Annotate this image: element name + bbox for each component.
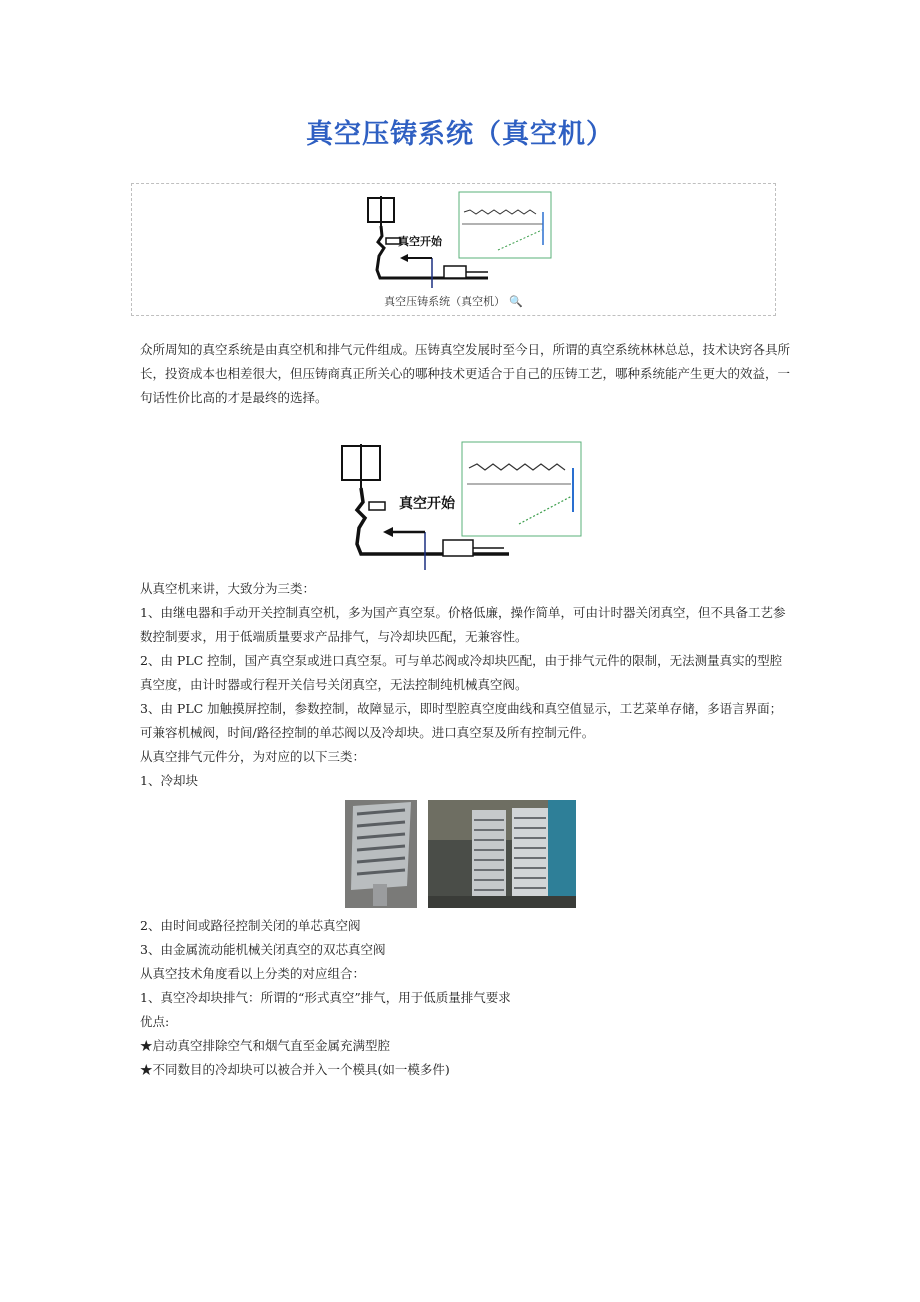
- vacuum-diagram-large: [339, 440, 584, 570]
- list-item: 1、冷却块: [140, 773, 198, 788]
- list-item: 2、由 PLC 控制，国产真空泵或进口真空泵。可与单芯阀或冷却块匹配，由于排气元件的限制，无法测量真实的型腔真空度，由计时器或行程开关信号关闭真空，无法控制纯机械真空阀。: [140, 653, 783, 692]
- list-item: 从真空排气元件分，为对应的以下三类：: [140, 749, 366, 764]
- diagram-label: 真空开始: [398, 235, 442, 248]
- list-item: ★启动真空排除空气和烟气直至金属充满型腔: [140, 1038, 391, 1053]
- figure-caption: [132, 293, 775, 309]
- intro-paragraph: [140, 338, 790, 410]
- list-item: ★不同数目的冷却块可以被合并入一个模具(如一模多件): [140, 1062, 450, 1077]
- chill-block-photo-2: [428, 800, 576, 908]
- diagram-label-large: 真空开始: [399, 496, 455, 512]
- caption-text: 真空压铸系统（真空机）: [384, 295, 506, 308]
- vacuum-diagram-small: [358, 190, 554, 288]
- list-item: 2、由时间或路径控制关闭的单芯真空阀: [140, 918, 361, 933]
- chill-block-photo-1: [345, 800, 417, 908]
- list-item: 3、由金属流动能机械关闭真空的双芯真空阀: [140, 942, 386, 957]
- list-item: 3、由 PLC 加触摸屏控制，参数控制，故障显示，即时型腔真空度曲线和真空值显示，工艺菜单存储，多语言界面；可兼容机械阀，时间/路径控制的单芯阀以及冷却块。进口真空泵及所有控制元件。: [140, 701, 783, 740]
- list-item: 从真空技术角度看以上分类的对应组合：: [140, 966, 366, 981]
- page-title: 真空压铸系统（真空机）: [306, 119, 614, 150]
- list-item: 1、由继电器和手动开关控制真空机，多为国产真空泵。价格低廉，操作简单，可由计时器关闭真空，但不具备工艺参数控制要求，用于低端质量要求产品排气，与冷却块匹配，无兼容性。: [140, 605, 786, 644]
- vacuum-element-section: [140, 914, 790, 1082]
- list-item: 1、真空冷却块排气：所谓的“形式真空”排气，用于低质量排气要求: [140, 990, 511, 1005]
- list-item: 优点:: [140, 1014, 170, 1029]
- figure-box: [131, 183, 776, 316]
- magnifier-icon[interactable]: 🔍: [509, 295, 523, 308]
- vacuum-machine-section: [140, 577, 790, 793]
- list-item: 从真空机来讲，大致分为三类：: [140, 581, 316, 596]
- intro-text: 众所周知的真空系统是由真空机和排气元件组成。压铸真空发展时至今日，所谓的真空系统林林总总，技术诀窍各具所长，投资成本也相差很大，但压铸商真正所关心的哪种技术更适合于自己的压铸工艺，哪种系统能产生更大的效益，一句话性价比高的才是最终的选择。: [140, 342, 791, 405]
